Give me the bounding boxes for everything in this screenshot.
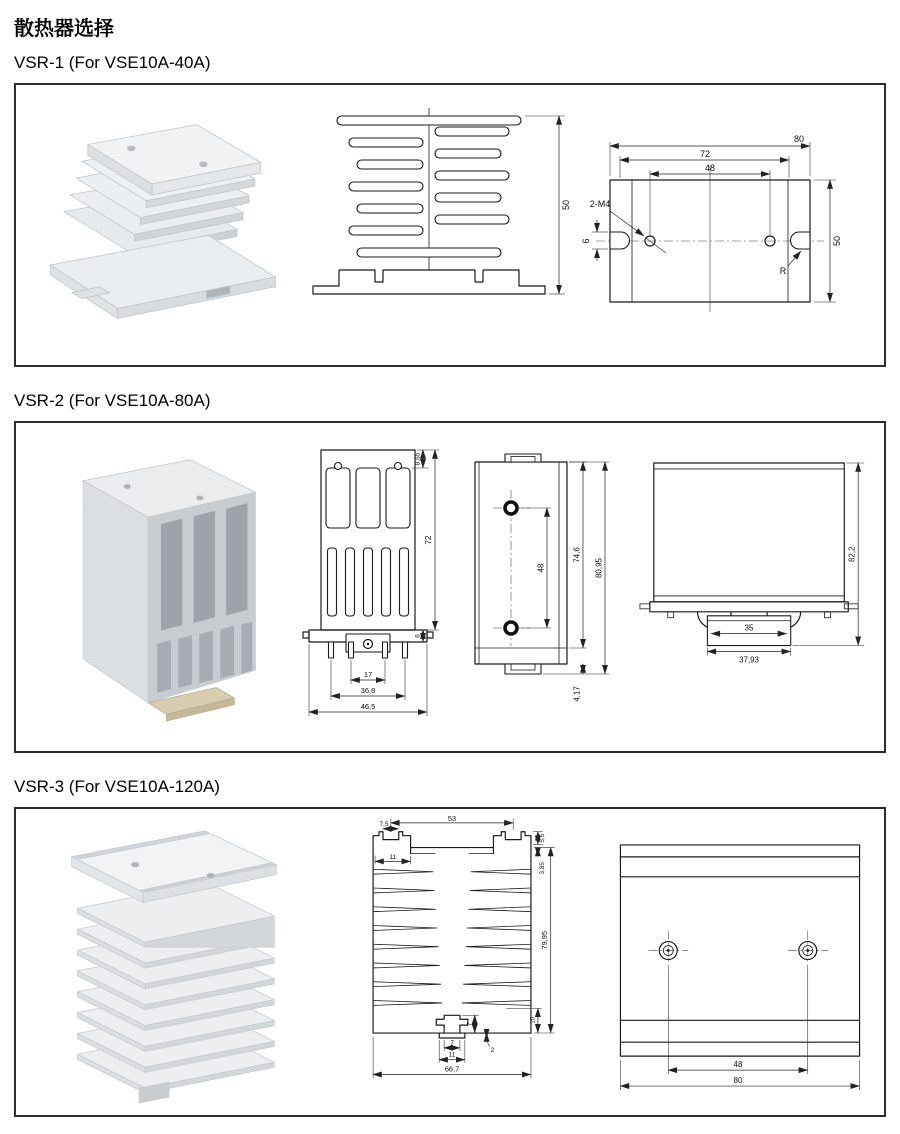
dim-span-72: 72 [699, 149, 711, 159]
dim-overall-height: 80,95 [594, 557, 604, 579]
screw-hole [127, 146, 135, 151]
dim-clip-inner: 35 [744, 623, 754, 633]
vsr2-rearview-drawing [632, 431, 880, 743]
vsr3-plate-drawing [600, 825, 880, 1099]
callout-radius: R [779, 266, 787, 276]
vsr1-photo-base [50, 235, 275, 318]
dim-foot-span: 36,8 [360, 686, 375, 695]
dim-tab-height: 4,17 [572, 686, 582, 702]
vsr3-panel [14, 807, 886, 1117]
dim-top-inset: 8,65 [414, 452, 422, 466]
dim-rail-height: 5,5 [538, 833, 546, 843]
dim-clip-outer: 37,93 [739, 655, 759, 665]
dim-lip: 2 [490, 1046, 494, 1054]
vsr3-photo [20, 813, 308, 1111]
dim-overall-width: 80 [793, 134, 805, 144]
dim-body-height: 72 [423, 535, 433, 545]
vsr2-panel [14, 421, 886, 753]
vsr1-panel [14, 83, 886, 367]
vsr2-photo-left-face [83, 481, 148, 703]
vsr1-topview-drawing [580, 100, 880, 350]
dim-foot-base: 11 [448, 1051, 455, 1059]
vsr1-photo [20, 99, 298, 351]
dim-foot-zone: 10 [528, 1016, 536, 1024]
screw-hole [200, 162, 208, 167]
section-label-vsr3: VSR-3 (For VSE10A-120A) [14, 777, 220, 796]
dim-hole-span: 48 [704, 163, 716, 173]
dim-foot-width: 7 [449, 1039, 454, 1047]
page-title: 散热器选择 [14, 18, 114, 40]
vsr2-bottomview-drawing [293, 431, 443, 743]
vsr2-photo [20, 426, 288, 748]
dim-rail-span: 53 [447, 814, 456, 823]
dim-width: 46,5 [360, 702, 375, 711]
dim-foot-height: 7 [465, 1022, 473, 1026]
dim-slot-width: 6 [581, 238, 591, 244]
section-label-vsr2: VSR-2 (For VSE10A-80A) [14, 391, 211, 410]
mount-hole [648, 931, 688, 971]
dim-width: 66,7 [444, 1064, 459, 1074]
vsr2-sideview-drawing [447, 431, 627, 743]
vsr3-photo-fins [78, 883, 275, 1094]
dim-depth: 50 [832, 235, 842, 247]
dim-profile-height: 50 [561, 199, 571, 211]
callout-thread: 2-M4 [589, 199, 611, 209]
dim-inner-height: 74,6 [572, 547, 582, 563]
vsr1-profile-drawing [299, 100, 579, 350]
vsr3-section-drawing [347, 814, 562, 1110]
section-label-vsr1: VSR-1 (For VSE10A-40A) [14, 53, 211, 72]
vsr3-photo-top-plate [72, 831, 277, 903]
dim-leg-span: 17 [363, 670, 372, 679]
dim-hole-span: 48 [536, 563, 546, 573]
dim-base-height: 6 [414, 634, 422, 638]
dim-slot-width: 7,5 [379, 820, 388, 828]
mount-hole [788, 931, 828, 971]
dim-rail-width: 11 [389, 853, 396, 861]
dim-height: 79,95 [539, 931, 549, 950]
dim-plate-thickness: 3,85 [538, 862, 546, 875]
dim-side-height: 82,2 [847, 546, 857, 562]
fin-profile-lines [373, 869, 531, 1005]
dim-hole-span: 48 [733, 1060, 743, 1070]
dim-overall: 80 [733, 1076, 743, 1086]
